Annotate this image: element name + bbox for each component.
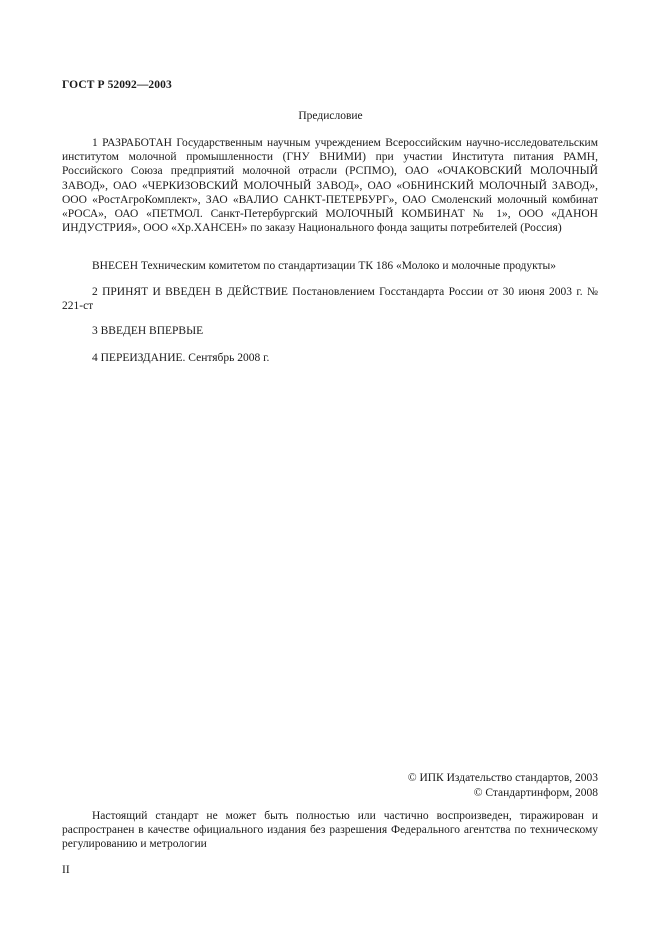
paragraph-introduced: ВНЕСЕН Техническим комитетом по стандартизации ТК 186 «Молоко и молочные продукты» — [92, 260, 557, 272]
paragraph-first-introduced: 3 ВВЕДЕН ВПЕРВЫЕ — [92, 325, 204, 337]
page-number: II — [62, 864, 70, 876]
copyright-line-2: © Стандартинформ, 2008 — [473, 787, 598, 799]
paragraph-reissue: 4 ПЕРЕИЗДАНИЕ. Сентябрь 2008 г. — [92, 352, 270, 364]
copyright-line-1: © ИПК Издательство стандартов, 2003 — [407, 772, 598, 784]
reproduction-notice: Настоящий стандарт не может быть полностью или частично воспроизведен, тиражирован и распространен в качестве официального издания без разрешения Федерального агентства по техническому регулированию и метрологии — [62, 810, 598, 851]
paragraph-developed: 1 РАЗРАБОТАН Государственным научным учреждением Всероссийским научно-исследовательским институтом молочной промышленности (ГНУ ВНИМИ) при участии Института питания РАМН, Российского Союза предприятий молочной отрасли (РСПМО), ОАО «ОЧАКОВСКИЙ МОЛОЧНЫЙ ЗАВОД», ОАО «ЧЕРКИЗОВСКИЙ МОЛОЧНЫЙ ЗАВОД», ОАО «ОБНИНСКИЙ МОЛОЧНЫЙ ЗАВОД», ООО «РостАгроКомплект», ЗАО «ВАЛИО САНКТ-ПЕТЕРБУРГ», ОАО Смоленский молочный комбинат «РОСА», ОАО «ПЕТМОЛ. Санкт-Петербургский МОЛОЧНЫЙ КОМБИНАТ № 1», ООО «ДАНОН ИНДУСТРИЯ», ООО «Хр.ХАНСЕН» по заказу Национального фонда защиты потребителей (Россия) — [62, 137, 598, 235]
section-title: Предисловие — [298, 110, 363, 122]
paragraph-adopted: 2 ПРИНЯТ И ВВЕДЕН В ДЕЙСТВИЕ Постановлением Госстандарта России от 30 июня 2003 г. № 221-ст — [62, 286, 598, 313]
document-code: ГОСТ Р 52092—2003 — [62, 79, 172, 91]
